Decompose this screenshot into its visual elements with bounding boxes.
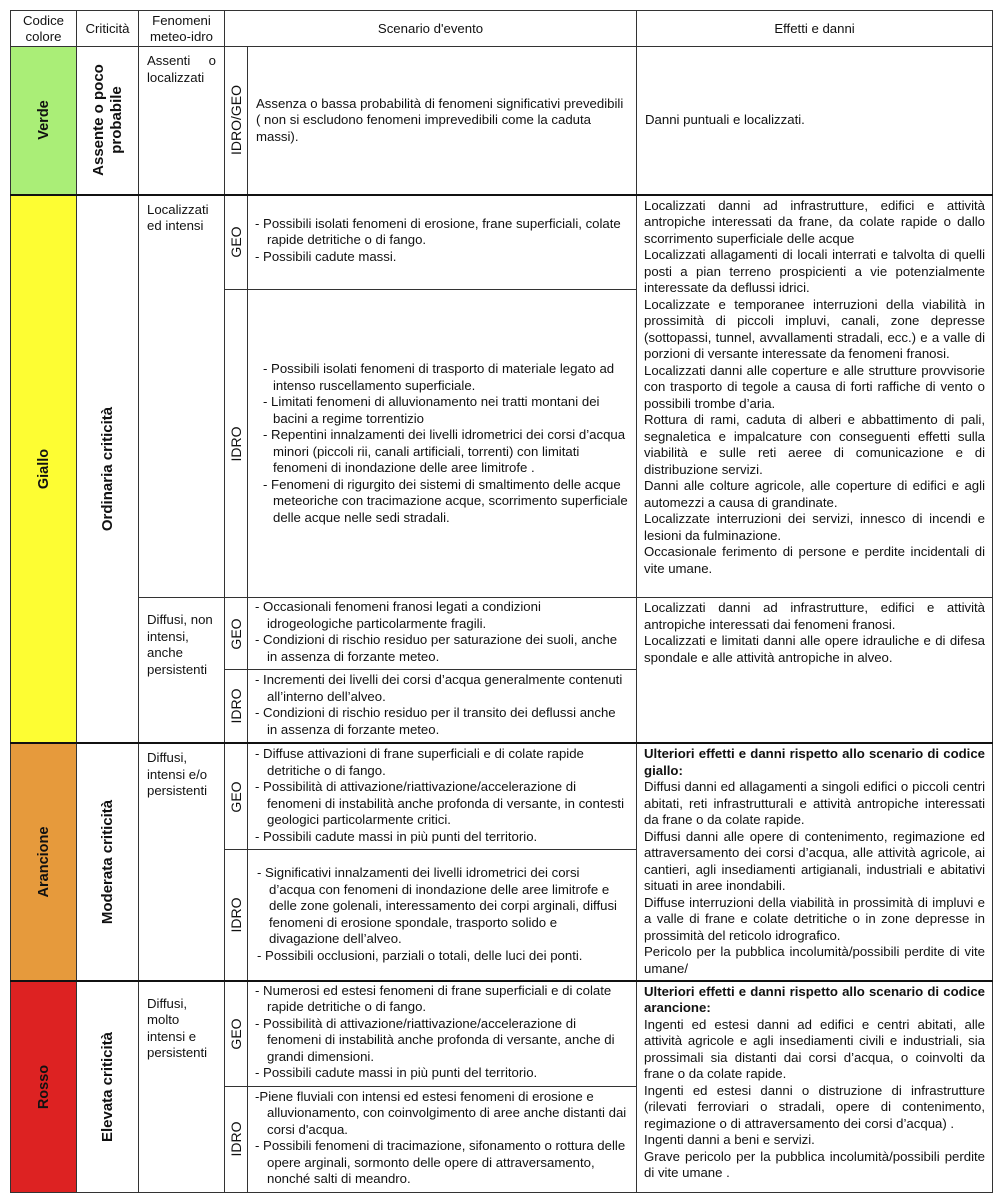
effetti-paragraph: Diffuse interruzioni della viabilità in prossimità di impluvi e a valle di frane e colate detritiche o in zone depresse in prossimità del reticolo idrografico. <box>644 894 986 943</box>
color-cell-giallo <box>11 195 77 744</box>
effetti-paragraph: Danni alle colture agricole, alle coperture di edifici e agli automezzi a causa di grandinate. <box>644 478 986 510</box>
list-item: - Fenomeni di rigurgito dei sistemi di smaltimento delle acque meteoriche con tracimazione acque, scorrimento superficiale delle acque nelle sedi stradali. <box>263 476 628 525</box>
effetti-cell: Danni puntuali e localizzati. <box>637 47 993 195</box>
header-codice: Codice colore <box>11 11 77 47</box>
list-item: -Piene fluviali con intensi ed estesi fenomeni di erosione e alluvionamento, con coinvolgimento di aree anche distanti dai corsi d'acqua. <box>255 1088 627 1137</box>
effetti-paragraph: Localizzate e temporanee interruzioni della viabilità in prossimità di piccoli impluvi, canali, zone depresse (sottopassi, tunnel, avvallamenti stradali, ecc.) e a valle di porzioni di versante interessate da fenomeni franosi. <box>644 296 986 361</box>
type-label: IDRO <box>227 426 244 461</box>
type-label: IDRO <box>227 1121 244 1157</box>
codice-label: Verde <box>35 100 52 140</box>
color-cell-arancione <box>11 743 77 981</box>
header-criticita: Criticità <box>77 11 139 47</box>
type-label: GEO <box>227 780 244 813</box>
type-label: GEO <box>227 226 244 258</box>
effetti-title: Ulteriori effetti e danni rispetto allo scenario di codice arancione: <box>644 983 986 1015</box>
effetti-paragraph: Diffusi danni alle opere di contenimento, regimazione ed attraversamento dei corsi d’acqua, alle attività agricole, ai cantieri, agli insediamenti artigianali, industriali e abitativi situati in aree inondabili. <box>644 828 986 893</box>
list-item: - Possibili isolati fenomeni di trasporto di materiale legato ad intenso ruscellamento superficiale. <box>263 361 615 393</box>
list-item: - Repentini innalzamenti dei livelli idrometrici dei corsi d’acqua minori (piccoli rii, canali artificiali, torrenti) con limitati fenomeni di inondazione delle aree limitrofe . <box>263 427 626 475</box>
type-label: GEO <box>227 617 244 650</box>
scenario-cell: Assenza o bassa probabilità di fenomeni significativi prevedibili ( non si escludono fenomeni imprevedibili come la caduta massi). <box>248 47 637 195</box>
list-item: - Possibilità di attivazione/riattivazione/accelerazione di fenomeni di instabilità anche profonda di versante, anche di grandi dimensioni. <box>255 1015 615 1064</box>
color-cell-rosso <box>11 981 77 1193</box>
effetti-paragraph: Localizzati danni ad infrastrutture, edifici e attività antropiche interessati dai fenomeni franosi. <box>644 600 986 632</box>
criticita-cell <box>77 981 139 1193</box>
type-label: IDRO <box>227 688 244 724</box>
row-arancione-1 <box>11 743 993 850</box>
header-scenario: Scenario d'evento <box>225 11 637 47</box>
header-effetti: Effetti e danni <box>637 11 993 47</box>
effetti-paragraph: Localizzati e limitati danni alle opere idrauliche e di difesa spondale e alle attività antropiche in alveo. <box>644 633 986 665</box>
scenario-cell <box>248 670 637 744</box>
effetti-paragraph: Ingenti ed estesi danni o distruzione di infrastrutture (rilevati ferroviari o stradali, opere di contenimento, regimazione o di attraversamento dei corsi d’acqua) . <box>644 1082 986 1131</box>
list-item: - Possibili cadute massi in più punti del territorio. <box>255 828 538 844</box>
effetti-paragraph: Diffusi danni ed allagamenti a singoli edifici o piccoli centri abitati, reti infrastrutturali e attività antropiche interessati da frane o da colate rapide. <box>644 779 986 827</box>
type-cell <box>225 290 248 598</box>
type-cell <box>225 981 248 1087</box>
codice-label: Rosso <box>35 1064 52 1109</box>
type-cell <box>225 1086 248 1192</box>
type-cell <box>225 670 248 744</box>
effetti-paragraph: Localizzate interruzioni dei servizi, innesco di incendi e lesioni da fulminazione. <box>644 511 986 543</box>
fenomeni-cell: Assenti o localizzati <box>139 47 225 195</box>
list-item: - Possibili cadute massi in più punti del territorio. <box>255 1065 538 1080</box>
effetti-paragraph: Occasionale ferimento di persone e perdite incidentali di vite umane. <box>644 544 986 576</box>
scenario-cell <box>248 598 637 670</box>
header-row <box>11 11 993 47</box>
criticita-label: Elevata criticità <box>98 1031 116 1142</box>
scenario-cell <box>248 195 637 290</box>
list-item: - Possibilità di attivazione/riattivazione/accelerazione di fenomeni di instabilità anche profonda di versante, in contesti geologici particolarmente critici. <box>255 779 625 827</box>
effetti-cell <box>637 195 993 598</box>
list-item: - Occasionali fenomeni franosi legati a condizioni idrogeologiche particolarmente fragili. <box>255 599 541 631</box>
list-item: - Incrementi dei livelli dei corsi d’acqua generalmente contenuti all’interno dell’alveo. <box>255 672 623 704</box>
codice-label: Giallo <box>35 448 52 489</box>
effetti-paragraph: Ingenti danni a beni e servizi. <box>644 1132 815 1147</box>
list-item: - Diffuse attivazioni di frane superficiali e di colate rapide detritiche o di fango. <box>255 746 584 778</box>
effetti-paragraph: Pericolo per la pubblica incolumità/possibili perdite di vite umane/ <box>644 944 986 976</box>
type-label: IDRO <box>227 897 244 933</box>
alert-table <box>10 10 993 1193</box>
effetti-paragraph: Localizzati danni alle coperture e alle strutture provvisorie con trasporto di tegole a causa di forti raffiche di vento o possibili trombe d’aria. <box>644 362 986 411</box>
list-item: - Possibili fenomeni di tracimazione, sifonamento o rottura delle opere arginali, sormonto delle opere di attraversamento, nonché salti di meandro. <box>255 1138 626 1186</box>
list-item: - Possibili occlusioni, parziali o totali, delle luci dei ponti. <box>257 947 583 963</box>
effetti-paragraph: Ingenti ed estesi danni ad edifici e centri abitati, alle attività agricole e agli insediamenti civili e industriali, sia prossimali sia distanti dai corsi d’acqua, o coinvolti da frane o da colate rapide. <box>644 1016 986 1081</box>
fenomeni-cell: Diffusi, intensi e/o persistenti <box>139 743 225 981</box>
scenario-cell <box>248 1086 637 1192</box>
type-cell <box>225 598 248 670</box>
list-item: - Possibili isolati fenomeni di erosione, frane superficiali, colate rapide detritiche o di fango. <box>255 215 621 247</box>
list-item: - Possibili cadute massi. <box>255 248 397 264</box>
effetti-cell <box>637 981 993 1193</box>
effetti-paragraph: Rottura di rami, caduta di alberi e abbattimento di pali, segnaletica e impalcature con conseguenti effetti sulla viabilità e sulle reti aeree di comunicazione e di distribuzione servizi. <box>644 412 986 477</box>
criticita-label: Ordinaria criticità <box>98 406 116 531</box>
criticita-label: Moderata criticità <box>98 799 116 924</box>
list-item: - Condizioni di rischio residuo per il transito dei deflussi anche in assenza di forzante meteo. <box>255 705 616 737</box>
fenomeni-cell: Diffusi, molto intensi e persistenti <box>139 981 225 1193</box>
list-item: - Limitati fenomeni di alluvionamento nei tratti montani dei bacini a regime torrentizio <box>263 394 600 426</box>
type-label: IDRO/GEO <box>227 85 244 156</box>
row-giallo-3 <box>11 598 993 670</box>
fenomeni-cell: Diffusi, non intensi, anche persistenti <box>139 598 225 744</box>
header-fenomeni: Fenomeni meteo-idro <box>139 11 225 47</box>
scenario-cell <box>248 743 637 850</box>
type-cell <box>225 743 248 850</box>
type-cell <box>225 195 248 290</box>
criticita-cell <box>77 743 139 981</box>
list-item: - Significativi innalzamenti dei livelli idrometrici dei corsi d’acqua con fenomeni di inondazione delle aree limitrofe e delle zone golenali, interessamento dei corpi arginali, diffusi fenomeni di erosione spondale, trasporto solido e divagazione dell’alveo. <box>257 865 617 947</box>
type-cell <box>225 850 248 981</box>
effetti-paragraph: Localizzati danni ad infrastrutture, edifici e attività antropiche interessati da frane, da colate rapide o dallo scorrimento superficiale delle acque <box>644 197 986 246</box>
effetti-paragraph: Localizzati allagamenti di locali interrati e talvolta di quelli posti a pian terreno prospicienti a vie potenzialmente interessate da deflussi idrici. <box>644 247 986 295</box>
criticita-label: Assente o poco probabile <box>89 64 125 177</box>
scenario-cell <box>248 290 637 598</box>
list-item: - Condizioni di rischio residuo per saturazione dei suoli, anche in assenza di forzante meteo. <box>255 632 618 664</box>
criticita-cell <box>77 47 139 195</box>
scenario-cell <box>248 850 637 981</box>
scenario-cell <box>248 981 637 1087</box>
color-cell-verde <box>11 47 77 195</box>
codice-label: Arancione <box>35 826 52 898</box>
row-giallo-1 <box>11 195 993 290</box>
type-label: GEO <box>227 1017 244 1050</box>
effetti-cell <box>637 598 993 744</box>
type-cell <box>225 47 248 195</box>
list-item: - Numerosi ed estesi fenomeni di frane superficiali e di colate rapide detritiche o di fango. <box>255 982 612 1014</box>
effetti-title: Ulteriori effetti e danni rispetto allo scenario di codice giallo: <box>644 746 986 778</box>
effetti-cell <box>637 743 993 981</box>
effetti-paragraph: Grave pericolo per la pubblica incolumità/possibili perdite di vite umane . <box>644 1148 986 1180</box>
row-rosso-1 <box>11 981 993 1087</box>
criticita-cell <box>77 195 139 744</box>
fenomeni-cell: Localizzati ed intensi <box>139 195 225 598</box>
row-verde <box>11 47 993 195</box>
